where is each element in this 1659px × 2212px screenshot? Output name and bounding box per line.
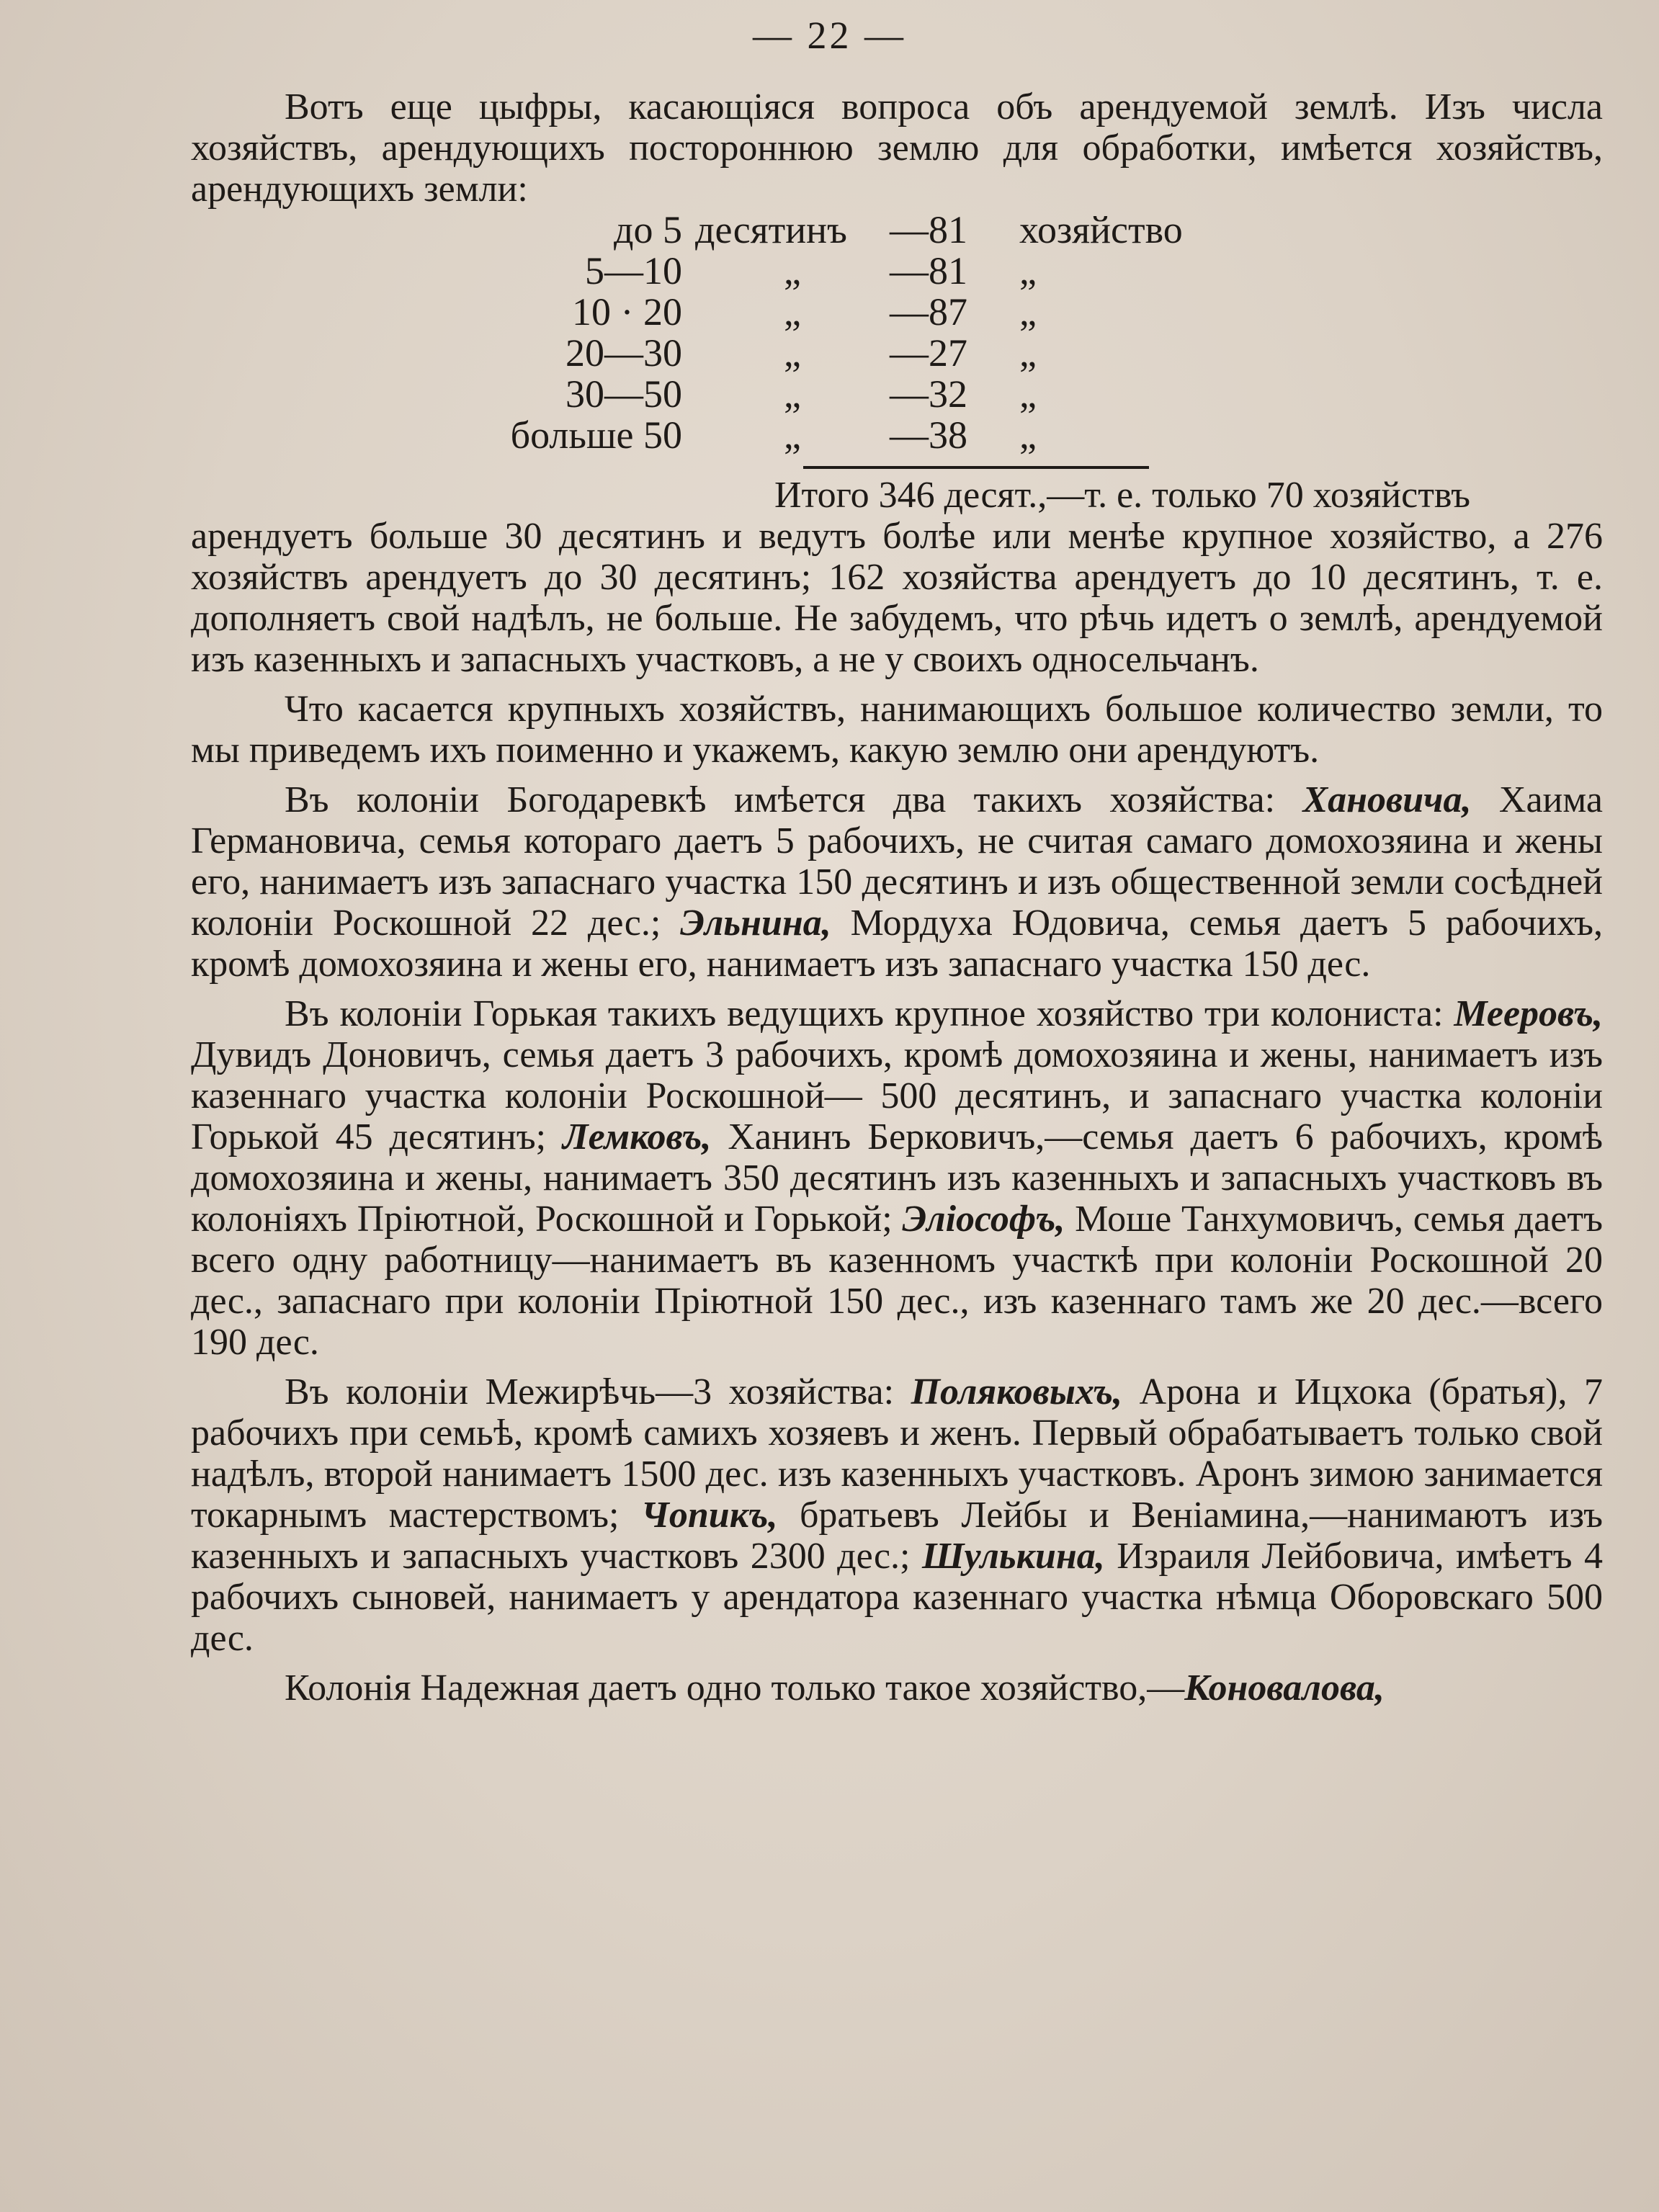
text-run: Мордуха Юдовича, семья даетъ 5 рабочихъ, кромѣ домохозяина и жены его, нанимаетъ изъ запаснаго участка 150 дес. bbox=[191, 903, 1603, 985]
paragraph-1: арендуетъ больше 30 десятинъ и ведутъ болѣе или менѣе крупное хозяйство, а 276 хозяйствъ арендуетъ до 30 десятинъ; 162 хозяйства арендуетъ до 10 десятинъ, т. е. дополняетъ свой надѣлъ, не больше. Не забудемъ, что рѣчь идетъ о землѣ, арендуемой изъ казенныхъ и запасныхъ участковъ, а не у своихъ односельчанъ. bbox=[191, 516, 1603, 680]
surname-elnin: Эльнина, bbox=[680, 903, 831, 944]
stats-count: —81 bbox=[890, 249, 967, 292]
stats-range: больше 50 bbox=[510, 413, 682, 457]
stats-row bbox=[191, 292, 1603, 333]
paragraph-nadezhnaya bbox=[191, 1667, 1603, 1709]
stats-unit: „ bbox=[784, 290, 801, 333]
stats-row bbox=[191, 210, 1603, 251]
surname-eliosof: Эліософъ, bbox=[902, 1199, 1065, 1240]
surname-shulkin: Шулькина, bbox=[921, 1536, 1105, 1577]
stats-unit: „ bbox=[784, 249, 801, 292]
text-run: Израиля Лейбовича, имѣетъ 4 рабочихъ сыновей, нанимаетъ у арендатора казеннаго участка нѣмца Оборовскаго 500 дес. bbox=[191, 1536, 1603, 1659]
stats-row bbox=[191, 374, 1603, 415]
text-run: Арона и Ицхока (братья), 7 рабочихъ при семьѣ, кромѣ самихъ хозяевъ и женъ. Первый обрабатываетъ только свой надѣлъ, второй нанимаетъ 1500 дес. изъ казенныхъ участковъ. Аронъ зимою занимается токарнымъ мастерствомъ; bbox=[191, 1371, 1603, 1536]
stats-label: „ bbox=[1019, 413, 1037, 457]
stats-count: —81 bbox=[890, 208, 967, 251]
text-run: Въ колоніи Богодаревкѣ имѣется два такихъ хозяйства: bbox=[285, 779, 1303, 820]
text-run: Хаима Германовича, семья котораго даетъ 5 рабочихъ, не считая самаго домохозяина и жены его, нанимаетъ изъ запаснаго участка 150 десятинъ и изъ общественной земли сосѣдней колоніи Роскошной 22 дес.; bbox=[191, 779, 1603, 944]
paragraph-gorkaya bbox=[191, 993, 1603, 1363]
stats-count: —27 bbox=[890, 331, 967, 375]
page-number: — 22 — bbox=[753, 14, 906, 57]
surname-lemkov: Лемковъ, bbox=[562, 1116, 712, 1158]
stats-label: „ bbox=[1019, 290, 1037, 333]
text-run: братьевъ Лейбы и Веніамина,—нанимаютъ изъ казенныхъ и запасныхъ участковъ 2300 дес.; bbox=[191, 1495, 1603, 1577]
stats-range: 30—50 bbox=[565, 372, 682, 416]
surname-khanovich: Хановича, bbox=[1302, 779, 1472, 820]
stats-unit: „ bbox=[784, 413, 801, 457]
stats-label: „ bbox=[1019, 249, 1037, 292]
paragraph-2: Что касается крупныхъ хозяйствъ, нанимающихъ большое количество земли, то мы приведемъ ихъ поименно и укажемъ, какую землю они арендуютъ. bbox=[191, 689, 1603, 771]
text-run: Дувидъ Доновичъ, семья даетъ 3 рабочихъ, кромѣ домохозяина и жены, нанимаетъ изъ казеннаго участка колоніи Роскошной— 500 десятинъ, и запаснаго участка колоніи Горькой 45 десятинъ; bbox=[191, 1034, 1603, 1158]
text-run: Въ колоніи Горькая такихъ ведущихъ крупное хозяйство три колониста: bbox=[285, 993, 1454, 1034]
surname-chopik: Чопикъ, bbox=[640, 1495, 778, 1536]
stats-range: 10 · 20 bbox=[572, 290, 682, 333]
text-run: Колонія Надежная даетъ одно только такое хозяйство,— bbox=[285, 1667, 1185, 1709]
stats-unit: „ bbox=[784, 331, 801, 375]
rental-stats-table bbox=[191, 210, 1603, 516]
stats-count: —38 bbox=[890, 413, 967, 457]
text-run: Въ колоніи Межирѣчь—3 хозяйства: bbox=[285, 1371, 911, 1412]
stats-range: 20—30 bbox=[565, 331, 682, 375]
stats-count: —32 bbox=[890, 372, 967, 416]
stats-total: Итого 346 десят.,—т. е. только 70 хозяйствъ bbox=[774, 475, 1471, 516]
stats-row bbox=[191, 415, 1603, 456]
body-text bbox=[191, 86, 1603, 1709]
stats-unit: „ bbox=[784, 372, 801, 416]
stats-unit: десятинъ bbox=[695, 208, 847, 251]
paragraph-mezhirech bbox=[191, 1371, 1603, 1659]
stats-count: —87 bbox=[890, 290, 967, 333]
text-run: Ханинъ Берковичъ,—семья даетъ 6 рабочихъ, кромѣ домохозяина и жены, нанимаетъ 350 десятинъ изъ казенныхъ и запасныхъ участковъ въ колоніяхъ Пріютной, Роскошной и Горькой; bbox=[191, 1116, 1603, 1240]
surname-polyakov: Поляковыхъ, bbox=[911, 1371, 1123, 1412]
stats-label: „ bbox=[1019, 331, 1037, 375]
paragraph-bogodarevka bbox=[191, 779, 1603, 985]
total-rule bbox=[803, 466, 1149, 469]
stats-label: хозяйство bbox=[1019, 208, 1183, 251]
stats-range: 5—10 bbox=[585, 249, 682, 292]
surname-meerov: Мееровъ, bbox=[1454, 993, 1603, 1034]
intro-paragraph: Вотъ еще цыфры, касающіяся вопроса объ арендуемой землѣ. Изъ числа хозяйствъ, арендующихъ постороннюю землю для обработки, имѣется хозяйствъ, арендующихъ земли: bbox=[191, 86, 1603, 210]
stats-row bbox=[191, 251, 1603, 292]
stats-label: „ bbox=[1019, 372, 1037, 416]
stats-range: до 5 bbox=[614, 208, 682, 251]
stats-row bbox=[191, 333, 1603, 374]
text-run: Моше Танхумовичъ, семья даетъ всего одну работницу—нанимаетъ въ казенномъ участкѣ при колоніи Роскошной 20 дес., запаснаго при колоніи Пріютной 150 дес., изъ казеннаго тамъ же 20 дес.—всего 190 дес. bbox=[191, 1199, 1603, 1363]
surname-konovalov: Коновалова, bbox=[1184, 1667, 1385, 1709]
